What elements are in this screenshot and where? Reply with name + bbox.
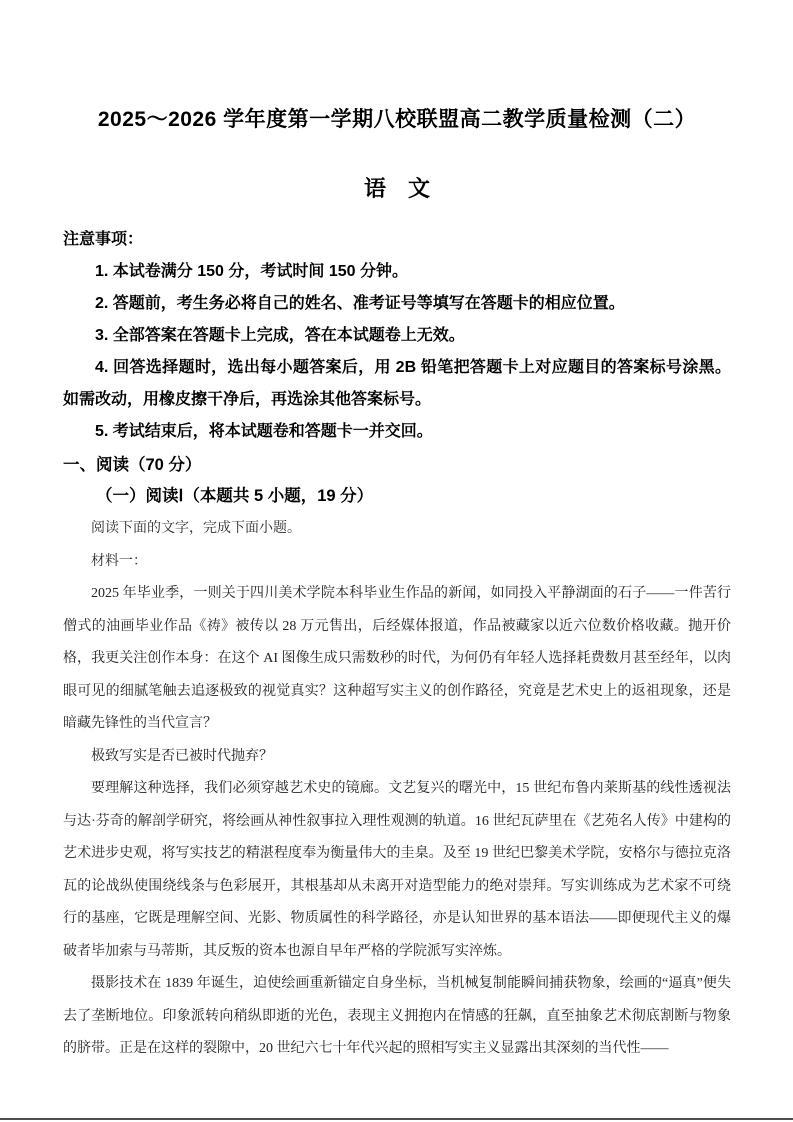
- page-title: 2025～2026 学年度第一学期八校联盟高二教学质量检测（二）: [97, 108, 697, 131]
- reading-section: [63, 450, 731, 1066]
- notices-section: [63, 224, 731, 448]
- subsection-heading-reading-1: （一）阅读Ⅰ（本题共 5 小题，19 分）: [96, 487, 374, 505]
- page-bottom-rule: [0, 1118, 793, 1120]
- section-heading-reading: 一、阅读（70 分）: [63, 456, 202, 474]
- material-paragraph: 要理解这种选择，我们必须穿越艺术史的镜廊。文艺复兴的曙光中，15 世纪布鲁内莱斯基的线性透视法与达·芬奇的解剖学研究，将绘画从神性叙事拉入理性观测的轨道。16 世纪瓦萨里在《艺苑名人传》中建构的艺术进步史观，将写实技艺的精湛程度奉为衡量伟大的圭臬。及至 19 世纪巴黎美术学院，安格尔与德拉克洛瓦的论战纵使围绕线条与色彩展开，其根基却从未离开对造型能力的绝对崇拜。写实训练成为艺术家不可绕行的基座，它既是理解空间、光影、物质属性的科学路径，亦是认知世界的基本语法——即便现代主义的爆破者毕加索与马蒂斯，其反叛的资本也源自早年严格的学院派写实淬炼。: [63, 781, 731, 959]
- reading-instruction: 阅读下面的文字，完成下面小题。: [91, 521, 301, 536]
- notice-item: 4. 回答选择题时，选出每小题答案后，用 2B 铅笔把答题卡上对应题目的答案标号涂黑。如需改动，用橡皮擦干净后，再选涂其他答案标号。: [63, 359, 731, 408]
- notice-item: 2. 答题前，考生务必将自己的姓名、准考证号等填写在答题卡的相应位置。: [95, 295, 625, 312]
- notice-item: 1. 本试卷满分 150 分，考试时间 150 分钟。: [95, 263, 408, 280]
- notices-heading: 注意事项：: [63, 231, 144, 248]
- material-one-label: 材料一：: [91, 554, 147, 569]
- subject-title: 语 文: [363, 176, 430, 201]
- notice-item: 3. 全部答案在答题卡上完成，答在本试题卷上无效。: [95, 327, 465, 344]
- material-paragraph: 极致写实是否已被时代抛弃？: [91, 748, 273, 764]
- material-paragraph: 2025 年毕业季，一则关于四川美术学院本科毕业生作品的新闻，如同投入平静湖面的石子——一件苦行僧式的油画毕业作品《祷》被传以 28 万元售出，后经媒体报道，作品被藏家以近六位数价格收藏。抛开价格，我更关注创作本身：在这个 AI 图像生成只需数秒的时代，为何仍有年轻人选择耗费数月甚至经年，以肉眼可见的细腻笔触去追逐极致的视觉真实？这种超写实主义的创作路径，究竟是艺术史上的返祖现象，还是暗藏先锋性的当代宣言？: [63, 586, 731, 731]
- material-paragraph: 摄影技术在 1839 年诞生，迫使绘画重新锚定自身坐标，当机械复制能瞬间捕获物象，绘画的“逼真”便失去了垄断地位。印象派转向稍纵即逝的光色，表现主义拥抱内在情感的狂飙，直至抽象艺术彻底割断与物象的脐带。正是在这样的裂隙中，20 世纪六七十年代兴起的照相写实主义显露出其深刻的当代性——: [63, 976, 731, 1056]
- notice-item: 5. 考试结束后，将本试题卷和答题卡一并交回。: [95, 423, 433, 440]
